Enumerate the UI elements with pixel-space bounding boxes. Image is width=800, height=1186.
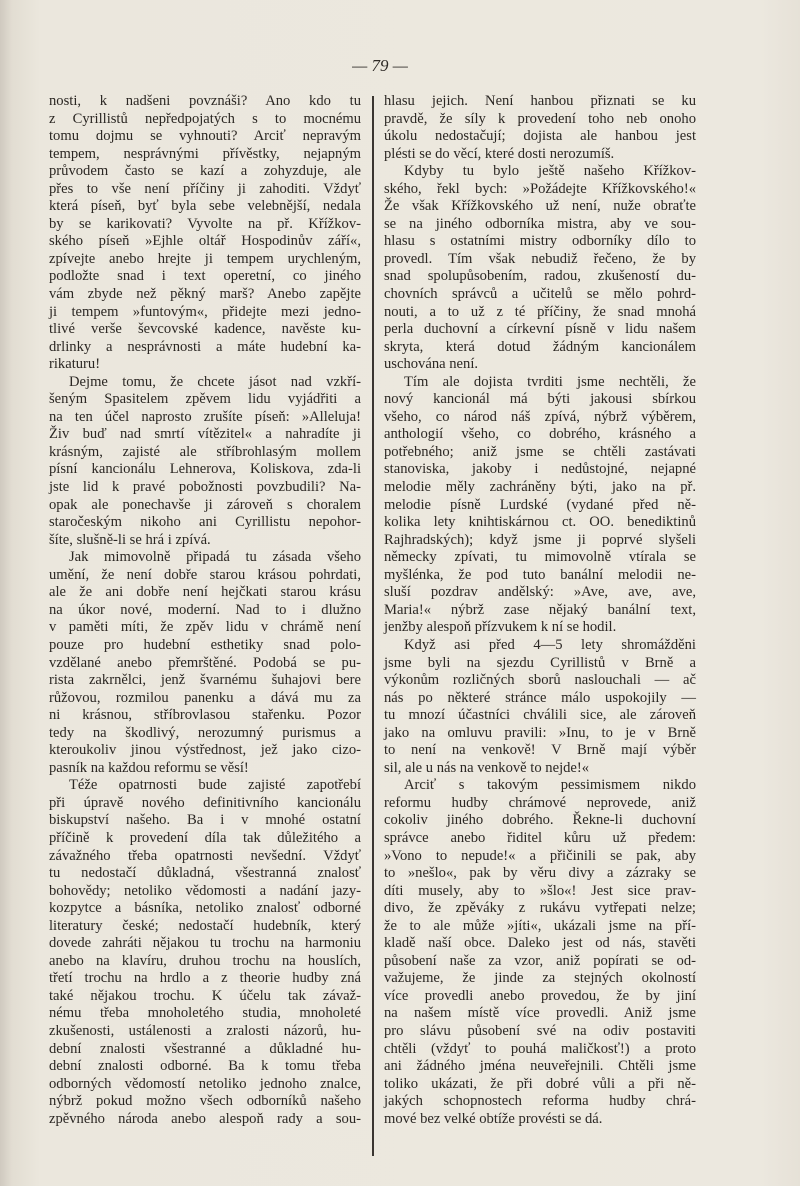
text-line: Kdyby tu bylo ještě našeho Křížkov-: [404, 163, 696, 180]
text-line: také nějakou trochu. K účelu tak závaž-: [49, 987, 361, 1004]
text-line: nouti, a to už z té příčiny, že snad mnohá: [384, 303, 696, 320]
text-line: v paměti míti, že zpěv lidu v chrámě není: [49, 619, 361, 636]
text-line: važujeme, že jinde za stejných okolností: [384, 970, 696, 987]
text-line: myšlénka, že pod tuto banální melodii ne-: [384, 566, 696, 583]
text-line: Arciť s takovým pessimismem nikdo: [404, 777, 696, 794]
text-line: staročeským nikoho ani Cyrillistu nepohor-: [49, 514, 361, 531]
text-line: melodie písně Lurdské (vydané před ně-: [384, 496, 696, 513]
text-line: pravdě, že síly k provedení toho neb onoho: [384, 110, 696, 127]
text-line: vám zbyde než pěkný marš? Anebo zapějte: [49, 286, 361, 303]
text-line: ale že ani dobře není hejčkati starou krásu: [49, 584, 361, 601]
text-line: tempem, nesprávnými přívěstky, nejapným: [49, 145, 361, 162]
text-line: úkolu nedostačují; dojista ale hanbou jest: [384, 128, 696, 145]
text-line: chovních správců a učitelů se mělo pohrd-: [384, 286, 696, 303]
text-line: správce anebo řiditel kůru už předem:: [384, 829, 696, 846]
text-line: pro slávu působení své na odiv postaviti: [384, 1022, 696, 1039]
text-line: Maria!« nýbrž zase nějaký banální text,: [384, 601, 696, 618]
text-line: výkonům rozličných sborů naslouchali — ač: [384, 672, 696, 689]
text-line: která píseň, byť byla sebe velebnější, nedala: [49, 198, 361, 215]
page-number: — 79 —: [352, 56, 408, 75]
text-line: tomu dojmu se vyhnouti? Arciť nepravým: [49, 128, 361, 145]
text-line: anthologií všeho, co dobrého, krásného a: [384, 426, 696, 443]
text-line: příčině k provedení díla tak důležitého a: [49, 829, 361, 846]
text-line: provedl. Tím však nebudiž řečeno, že by: [384, 250, 696, 267]
text-line: sluší pozdrav andělský: »Ave, ave, ave,: [384, 584, 696, 601]
text-line: všeho, co národ náš zpívá, nýbrž výběrem,: [384, 408, 696, 425]
text-line: šíte, slušně-li se hrá i zpívá.: [49, 531, 211, 548]
text-line: chtěli (vždyť to pouhá maličkosť!) a proto: [384, 1040, 696, 1057]
text-line: rikaturu!: [49, 356, 101, 373]
text-line: rista zakrnělci, jenž švarnému šuhajovi bere: [49, 672, 361, 689]
text-line: stanoviska, jakoby i nedůstojné, nejapné: [384, 461, 696, 478]
text-line: odborných vědomostí netoliko jednoho znalce,: [49, 1075, 361, 1092]
text-line: šeným Spasitelem zpěvem lidu vyjádřiti a: [49, 391, 361, 408]
text-line: hlasu jejich. Není hanbou přiznati se ku: [384, 93, 696, 109]
text-line: jakých schopnostech reforma hudby chrá-: [384, 1093, 696, 1110]
column-divider: [372, 96, 374, 1156]
text-line: nýbrž pokud možno všech odborníků našeho: [49, 1093, 361, 1110]
text-line: nému třeba mnoholetého studia, mnoholeté: [49, 1005, 361, 1022]
text-line: dovede zahráti nějakou tu trochu na harmoniu: [49, 935, 361, 952]
text-line: kteroukoliv jinou výstřednost, jež jako cizo-: [49, 742, 361, 759]
text-line: při úpravě nového definitivního kancionálu: [49, 794, 361, 811]
text-line: závažného třeba opatrnosti nevšední. Vždyť: [49, 847, 361, 864]
text-line: zkušenosti, ustálenosti a zralosti názorů, hu-: [49, 1022, 361, 1039]
text-line: na úkor nové, moderní. Nad to i dlužno: [49, 601, 361, 618]
text-line: dební znalosti všestranné a důkladné hu-: [49, 1040, 361, 1057]
left-text-column: [49, 93, 361, 1128]
text-line: Téže opatrnosti bude zajisté zapotřebí: [69, 777, 361, 794]
text-line: tedy na škodlivý, nerozumný purismus a: [49, 724, 361, 741]
text-line: reformu hudby chrámové neprovede, aniž: [384, 794, 696, 811]
text-line: Tím ale dojista tvrditi jsme nechtěli, že: [404, 373, 696, 390]
text-line: tlivé verše ševcovské kadence, navěste ku-: [49, 321, 361, 338]
text-line: toliko ukázati, že při dobré vůli a při ně-: [384, 1075, 696, 1092]
text-line: vzdělané anebo přemrštěné. Podobá se pu-: [49, 654, 361, 671]
text-line: ského píseň »Ejhle oltář Hospodinův září«,: [49, 233, 361, 250]
text-line: Když asi před 4—5 lety shromážděni: [404, 636, 696, 653]
text-line: na ten účel naprosto zrušíte píseň: »Alleluja!: [49, 408, 361, 425]
text-line: Živ buď nad smrtí vítězitel« a nahradíte ji: [49, 426, 361, 443]
text-line: krásným, zajisté ale stříbrohlasým mollem: [49, 443, 361, 460]
text-line: tu mnozí účastníci chválili sice, ale zároveň: [384, 707, 696, 724]
text-line: jenžby alespoň přízvukem k ní se hodil.: [384, 619, 617, 636]
text-line: jsme byli na sjezdu Cyrillistů v Brně a: [384, 654, 696, 671]
text-line: Rajhradských); když jsme ji poprvé slyšeli: [384, 531, 696, 548]
text-line: ni krásnou, stříbrovlasou stařenku. Pozor: [49, 707, 361, 724]
text-line: opak ale ponechavše ji zároveň s choralem: [49, 496, 361, 513]
text-line: Že však Křížkovského už není, nuže obraťte: [384, 198, 696, 215]
text-line: snad spolupůsobením, radou, zkušeností du-: [384, 268, 696, 285]
text-line: pouze pro hudební esthetiky snad polo-: [49, 636, 361, 653]
text-line: na našem místě více provedli. Aniž jsme: [384, 1005, 696, 1022]
text-line: že to ale může »jíti«, ukázali jsme na pří-: [384, 917, 696, 934]
text-line: ského, řekl bych: »Požádejte Křížkovského!«: [384, 180, 696, 197]
text-line: německy zpívati, tu mimovolně vtírala se: [384, 549, 696, 566]
text-line: působení naše za vzor, aniž popírati se od-: [384, 952, 696, 969]
text-line: písní kancionálu Lehnerova, Koliskova, zda-li: [49, 461, 361, 478]
text-line: bohovědy; netoliko vědomosti a nadání jazy-: [49, 882, 361, 899]
text-line: průvodem často se kazí a zohyzduje, ale: [49, 163, 361, 180]
text-line: potřebného; aniž jsme se chtěli zastávati: [384, 443, 696, 460]
text-line: nový kancionál má býti jakousi sbírkou: [384, 391, 696, 408]
text-line: ji tempem »funtovým«, přidejte mezi jedno-: [49, 303, 361, 320]
text-line: umění, že není dobře starou krásou pohrdati,: [49, 566, 361, 583]
text-line: nás po některé stránce málo uspokojily —: [384, 689, 696, 706]
text-line: by se karikovati? Vyvolte na př. Křížkov-: [49, 215, 361, 232]
text-line: drlinky a nesprávnosti a máte hudební ka-: [49, 338, 361, 355]
text-line: perla duchovní a církevní písně v lidu našem: [384, 321, 696, 338]
text-line: »Vono to nepude!« a přičinili se pak, aby: [384, 847, 696, 864]
text-line: Dejme tomu, že chcete jásot nad vzkří-: [69, 373, 361, 390]
text-line: hlasu s ostatními mistry odborníky dílo to: [384, 233, 696, 250]
text-line: dební znalosti odborné. Ba k tomu třeba: [49, 1058, 361, 1075]
text-line: růžovou, rozmilou panenku a dává mu za: [49, 689, 361, 706]
text-line: kozpytce a básníka, netoliko znalosť odborné: [49, 900, 361, 917]
text-line: více provedli anebo provedou, že by jiní: [384, 987, 696, 1004]
text-line: se na jiného odborníka mistra, aby ve sou-: [384, 215, 696, 232]
text-line: pasník na každou reformu se věsí!: [49, 759, 249, 776]
text-line: díti musely, aby to »šlo«! Jest sice prav-: [384, 882, 696, 899]
text-line: kolika lety knihtiskárnou ct. OO. benediktinů: [384, 514, 696, 531]
text-line: zpěvného národa anebo alespoň rady a sou-: [49, 1110, 361, 1127]
text-line: divo, že zpěváky z rukávu vytřepati nelze;: [384, 900, 696, 917]
text-line: zpívejte anebo hrejte ji tempem urychleným,: [49, 250, 361, 267]
right-text-column: [384, 93, 696, 1128]
text-line: jako na omluvu pravili: »Inu, to je v Brně: [384, 724, 696, 741]
text-line: třetí trochu na hrdlo a z theorie hudby zná: [49, 970, 361, 987]
text-line: uschována není.: [384, 356, 479, 373]
text-line: to »nešlo«, pak by věru divy a zázraky se: [384, 865, 696, 882]
text-line: z Cyrillistů nepředpojatých s to mocnému: [49, 110, 361, 127]
text-line: ani žádného jména neuveřejnili. Chtěli jsme: [384, 1058, 696, 1075]
text-line: tu nedostačí důkladná, všestranná znalosť: [49, 865, 361, 882]
text-line: plésti se do věcí, které dosti nerozumíš.: [384, 145, 615, 162]
text-line: Jak mimovolně připadá tu zásada všeho: [69, 549, 361, 566]
text-line: sil, ale u nás na venkově to nejde!«: [384, 759, 590, 776]
text-line: nosti, k nadšeni povznáši? Ano kdo tu: [49, 93, 361, 109]
text-line: cokoliv jiného dobrého. Řekne-li duchovní: [384, 812, 696, 829]
text-line: anebo na klavíru, druhou trochu na houslích,: [49, 952, 361, 969]
text-line: melodie měly zachráněny býti, jako na př.: [384, 479, 696, 496]
text-line: podložte snad i text operetní, co jiného: [49, 268, 361, 285]
text-line: biskupství našeho. Ba i v mnohé ostatní: [49, 812, 361, 829]
text-line: skryta, která dotud žádným kancionálem: [384, 338, 696, 355]
text-line: přes to vše není příčiny ji zahoditi. Vždyť: [49, 180, 361, 197]
text-line: literatury české; nedostačí hudebník, který: [49, 917, 361, 934]
text-line: kladě naší obce. Daleko jest od nás, stavěti: [384, 935, 696, 952]
text-line: to není na venkově! V Brně mají výběr: [384, 742, 696, 759]
text-line: mové bez velké obtíže provésti se dá.: [384, 1110, 603, 1127]
text-line: jste lid k pravé pobožnosti povzbudili? Na-: [49, 479, 361, 496]
